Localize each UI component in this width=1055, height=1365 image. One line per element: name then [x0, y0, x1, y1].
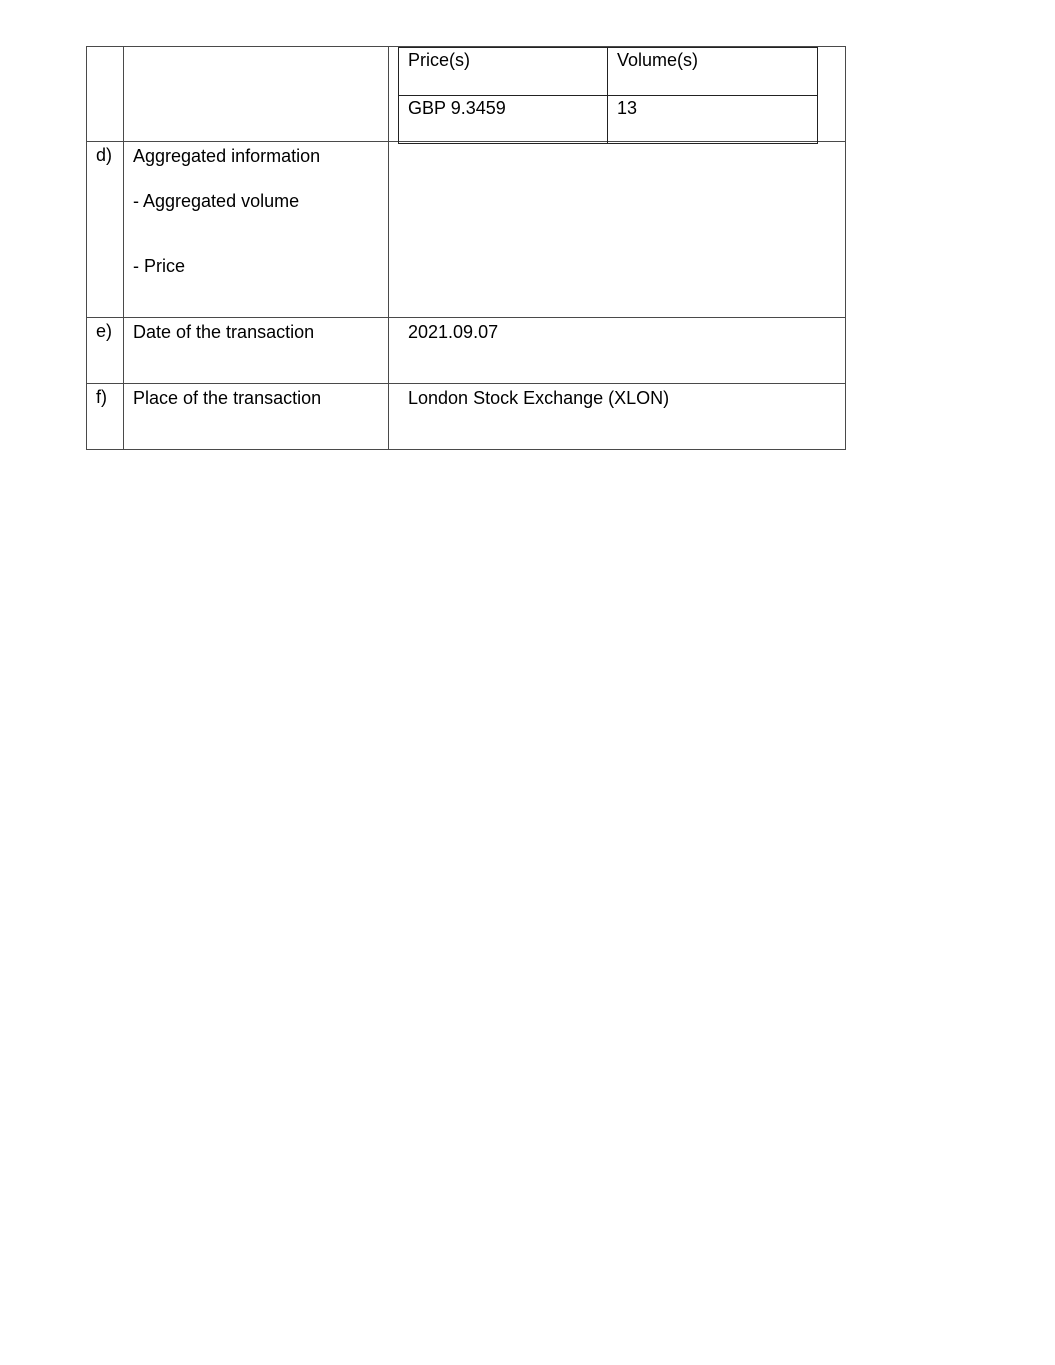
table-row-place: [87, 384, 846, 450]
table-row-price-volume: [87, 47, 846, 142]
transaction-date-label: Date of the transaction: [124, 318, 389, 384]
price-volume-cell: [389, 47, 846, 142]
price-volume-table: [398, 47, 818, 144]
transaction-details-table: [86, 46, 846, 450]
price-value: GBP 9.3459: [399, 96, 608, 144]
price-volume-data-row: [399, 96, 818, 144]
transaction-place-label: Place of the transaction: [124, 384, 389, 450]
row-label-cell-empty: [124, 47, 389, 142]
volume-header: Volume(s): [608, 48, 818, 96]
aggregated-info-label: Aggregated information: [133, 146, 321, 166]
transaction-place-value: London Stock Exchange (XLON): [389, 384, 846, 450]
price-volume-header-row: [399, 48, 818, 96]
volume-value: 13: [608, 96, 818, 144]
aggregated-value-cell: [389, 142, 846, 318]
table-row-date: [87, 318, 846, 384]
row-letter-d: d): [87, 142, 124, 318]
table-row-aggregated: [87, 142, 846, 318]
aggregated-label-cell: [124, 142, 389, 318]
aggregated-volume-label: - Aggregated volume: [133, 191, 300, 211]
transaction-date-value: 2021.09.07: [389, 318, 846, 384]
price-header: Price(s): [399, 48, 608, 96]
aggregated-price-label: - Price: [133, 256, 186, 276]
row-letter-e: e): [87, 318, 124, 384]
row-letter-cell-empty: [87, 47, 124, 142]
row-letter-f: f): [87, 384, 124, 450]
